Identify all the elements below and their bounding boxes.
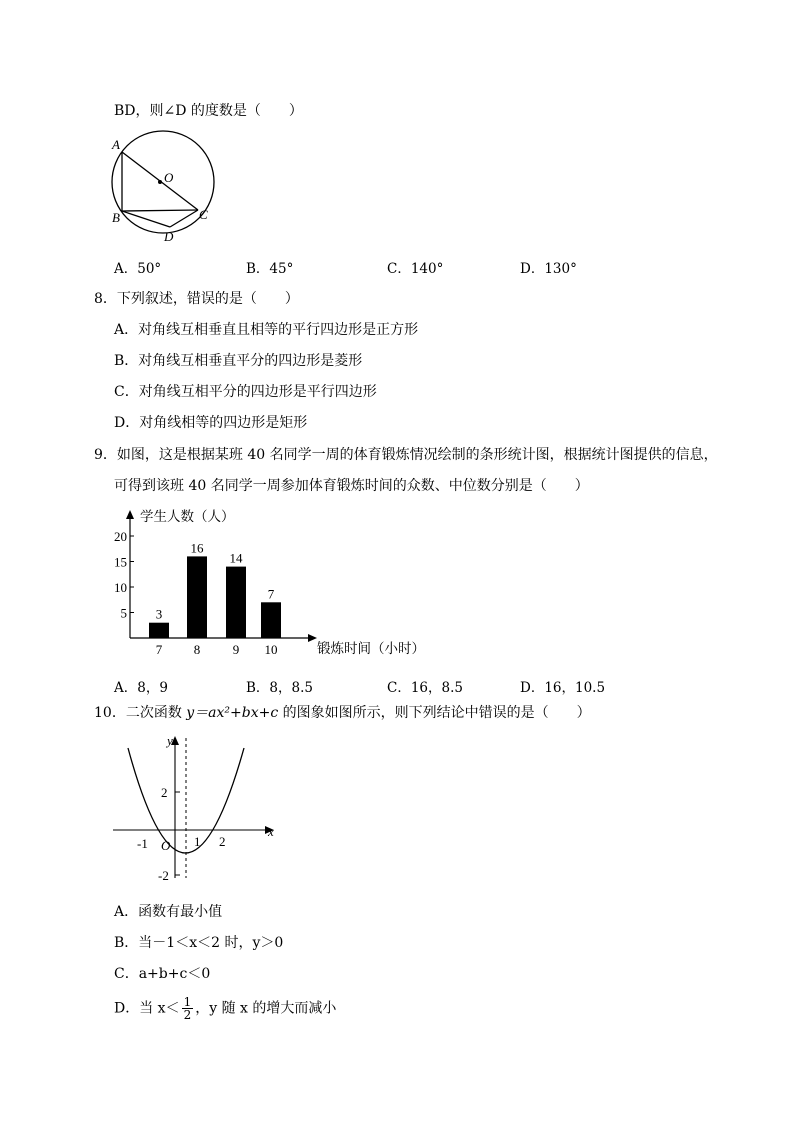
segment-bd bbox=[122, 211, 170, 227]
q7-option-a: A．50° bbox=[114, 261, 162, 277]
graph-label-m2: -2 bbox=[158, 868, 169, 883]
fraction-denominator: 2 bbox=[183, 1008, 192, 1022]
bar-value-label: 14 bbox=[229, 550, 243, 566]
q10-option-a: A．函数有最小值 bbox=[114, 904, 223, 920]
q8-option-b: B．对角线互相垂直平分的四边形是菱形 bbox=[114, 353, 363, 369]
graph-label-1: 1 bbox=[194, 834, 201, 849]
bar bbox=[187, 556, 207, 638]
q10-stem-prefix: 10．二次函数 bbox=[94, 705, 187, 721]
y-axis-label: 学生人数（人） bbox=[140, 509, 235, 524]
q10-option-d-prefix: D．当 x＜ bbox=[114, 1000, 180, 1017]
graph-label-x: x bbox=[268, 824, 274, 839]
bar-value-label: 7 bbox=[267, 586, 275, 602]
fraction-one-half bbox=[182, 996, 194, 1021]
q9-stem-line2: 可得到该班 40 名同学一周参加体育锻炼时间的众数、中位数分别是（ ） bbox=[114, 478, 589, 494]
q7-circle-diagram bbox=[108, 132, 226, 244]
q7-stem-tail: BD，则∠D 的度数是（ ） bbox=[114, 103, 303, 119]
q10-stem-formula: y＝ax²+bx+c bbox=[186, 705, 279, 721]
q10-stem-suffix: 的图象如图所示，则下列结论中错误的是（ ） bbox=[278, 705, 591, 721]
graph-label-2x: 2 bbox=[219, 834, 226, 849]
q8-option-a: A．对角线互相垂直且相等的平行四边形是正方形 bbox=[114, 322, 419, 338]
graph-label-o: O bbox=[161, 838, 171, 853]
label-d: D bbox=[164, 229, 174, 244]
y-tick-label: 15 bbox=[114, 554, 127, 570]
fraction-numerator: 1 bbox=[183, 995, 192, 1009]
label-o: O bbox=[164, 170, 174, 185]
x-category-label: 9 bbox=[232, 642, 240, 657]
x-category-label: 10 bbox=[264, 642, 278, 657]
q7-option-c: C．140° bbox=[387, 261, 444, 277]
q8-option-d: D．对角线相等的四边形是矩形 bbox=[114, 415, 308, 431]
x-category-label: 8 bbox=[193, 642, 201, 657]
x-axis-arrow-icon bbox=[308, 634, 317, 642]
bar bbox=[226, 567, 246, 638]
q9-option-b: B．8，8.5 bbox=[246, 680, 313, 696]
q7-option-b: B．45° bbox=[246, 261, 294, 277]
y-tick-label: 10 bbox=[114, 580, 127, 595]
graph-label-m1: -1 bbox=[137, 836, 148, 851]
bar-value-label: 16 bbox=[190, 540, 204, 556]
q9-option-d: D．16，10.5 bbox=[520, 680, 606, 696]
q10-option-b: B．当－1＜x＜2 时，y＞0 bbox=[114, 935, 284, 951]
bars bbox=[149, 540, 281, 657]
bar bbox=[149, 623, 169, 638]
q8-option-c: C．对角线互相平分的四边形是平行四边形 bbox=[114, 384, 377, 400]
q10-option-d-suffix: ，y 随 x 的增大而减小 bbox=[195, 1000, 337, 1017]
label-b: B bbox=[112, 210, 120, 225]
segment-dc bbox=[170, 210, 198, 227]
q9-bar-chart bbox=[108, 505, 425, 660]
q7-option-d: D．130° bbox=[520, 261, 577, 277]
q9-stem-line1: 9．如图，这是根据某班 40 名同学一周的体育锻炼情况绘制的条形统计图，根据统计图提供的信息， bbox=[94, 447, 718, 463]
label-c: C bbox=[199, 207, 208, 222]
label-a: A bbox=[112, 137, 120, 152]
x-axis-label: 锻炼时间（小时） bbox=[317, 641, 425, 656]
q9-option-c: C．16，8.5 bbox=[387, 680, 463, 696]
bar-value-label: 3 bbox=[155, 606, 163, 622]
graph-label-y: y bbox=[167, 733, 173, 748]
y-tick-label: 5 bbox=[120, 605, 127, 621]
y-tick-label: 20 bbox=[114, 529, 127, 544]
y-axis-arrow-icon bbox=[126, 510, 134, 519]
center-point bbox=[158, 180, 162, 184]
y-ticks bbox=[114, 529, 134, 621]
x-category-label: 7 bbox=[155, 642, 163, 657]
q8-stem: 8．下列叙述，错误的是（ ） bbox=[94, 291, 299, 307]
graph-label-2: 2 bbox=[161, 785, 168, 800]
q10-parabola-graph bbox=[108, 730, 283, 890]
q10-stem bbox=[94, 704, 591, 722]
q10-option-c: C．a+b+c＜0 bbox=[114, 966, 211, 982]
segment-bc bbox=[122, 210, 198, 211]
q10-option-d bbox=[114, 996, 336, 1021]
bar bbox=[261, 602, 281, 638]
q9-option-a: A．8，9 bbox=[114, 680, 168, 696]
